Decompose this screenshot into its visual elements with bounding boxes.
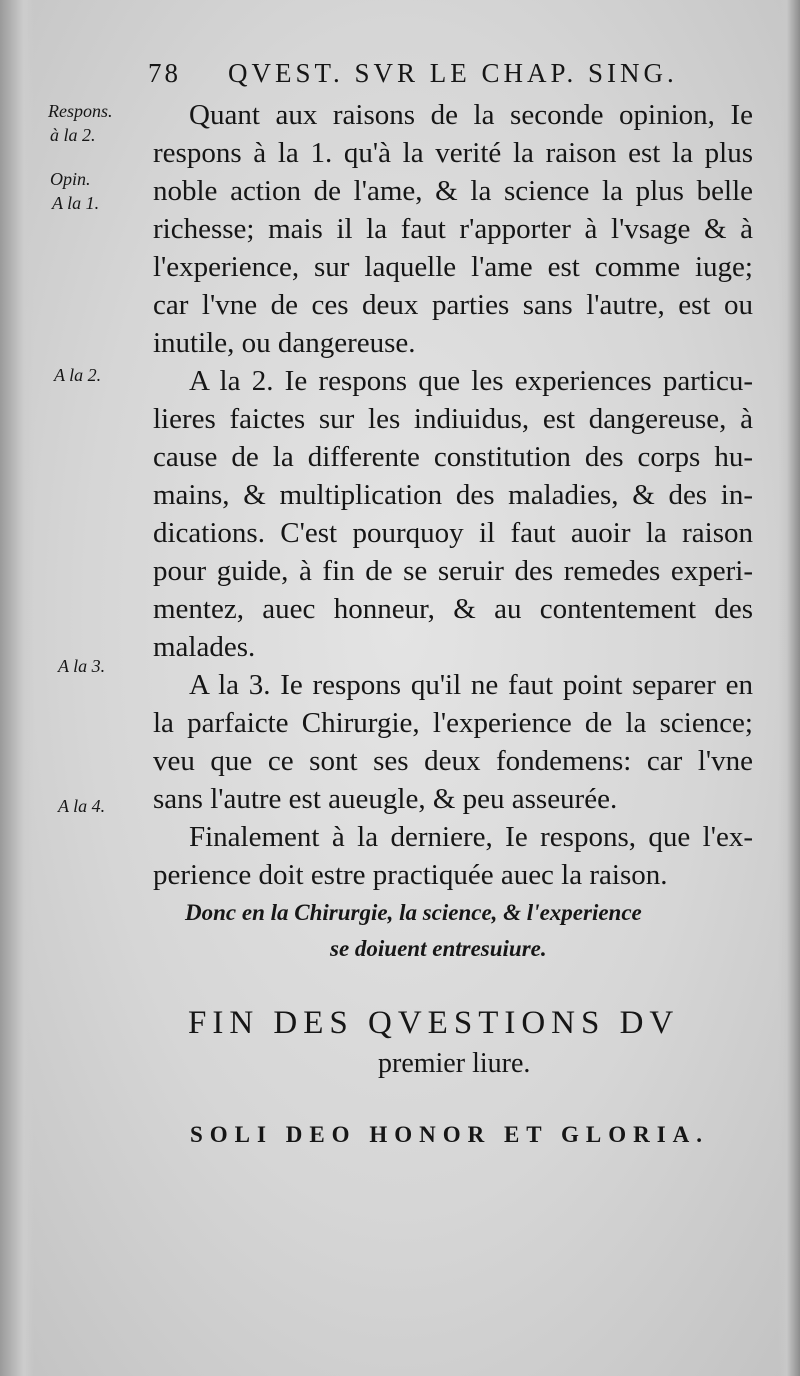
end-of-book-title: FIN DES QVESTIONS DV (188, 1005, 680, 1041)
text-line: Quant aux raisons de la seconde opinion, Ie (189, 99, 753, 131)
end-of-book-subtitle: premier liure. (378, 1048, 531, 1079)
text-line: lieres faictes sur les indiuidus, est dangereuse, à (153, 403, 753, 435)
text-line: pour guide, à fin de se seruir des remedes experi- (153, 555, 753, 587)
text-line: mentez, auec honneur, & au contentement des (153, 593, 753, 625)
conclusion-line-2: se doiuent entresuiure. (330, 936, 547, 961)
closing-motto: SOLI DEO HONOR ET GLORIA. (190, 1122, 710, 1147)
page-header (148, 58, 718, 92)
conclusion-line-1: Donc en la Chirurgie, la science, & l'experience (185, 900, 642, 925)
text-line: sans l'autre est aueugle, & peu asseurée. (153, 783, 618, 815)
page-left-shadow (0, 0, 34, 1376)
margin-note-opin: Opin. (50, 169, 91, 189)
text-line: mains, & multiplication des maladies, & des in- (153, 479, 753, 511)
text-line: malades. (153, 631, 256, 663)
page-number: 78 (148, 58, 181, 88)
text-line: la parfaicte Chirurgie, l'experience de la science; (153, 707, 753, 739)
text-line: inutile, ou dangereuse. (153, 327, 416, 359)
text-line: l'experience, sur laquelle l'ame est comme iuge; (153, 251, 753, 283)
text-line: perience doit estre practiquée auec la raison. (153, 859, 668, 891)
text-line: cause de la differente constitution des corps hu- (153, 441, 753, 473)
text-line: A la 2. Ie respons que les experiences particu- (189, 365, 753, 397)
text-line: richesse; mais il la faut r'apporter à l'vsage & à (153, 213, 753, 245)
text-line: noble action de l'ame, & la science la plus belle (153, 175, 753, 207)
page-right-shadow (778, 0, 800, 1376)
text-line: A la 3. Ie respons qu'il ne faut point separer en (189, 669, 753, 701)
text-line: car l'vne de ces deux parties sans l'autre, est ou (153, 289, 753, 321)
margin-note-a-la-1: A la 1. (52, 193, 100, 213)
text-line: dications. C'est pourquoy il faut auoir la raison (153, 517, 753, 549)
text-line: Finalement à la derniere, Ie respons, que l'ex- (189, 821, 753, 853)
running-title: QVEST. SVR LE CHAP. SING. (228, 58, 678, 88)
margin-note-a-la-2-second: A la 2. (54, 365, 102, 385)
text-line: respons à la 1. qu'à la verité la raison est la plus (153, 137, 753, 169)
margin-note-a-la-3: A la 3. (58, 656, 106, 676)
margin-note-a-la-4: A la 4. (58, 796, 106, 816)
text-line: veu que ce sont ses deux fondemens: car l'vne (153, 745, 753, 777)
margin-note-a-la-2: à la 2. (50, 125, 96, 145)
margin-note-respons: Respons. (48, 101, 113, 121)
